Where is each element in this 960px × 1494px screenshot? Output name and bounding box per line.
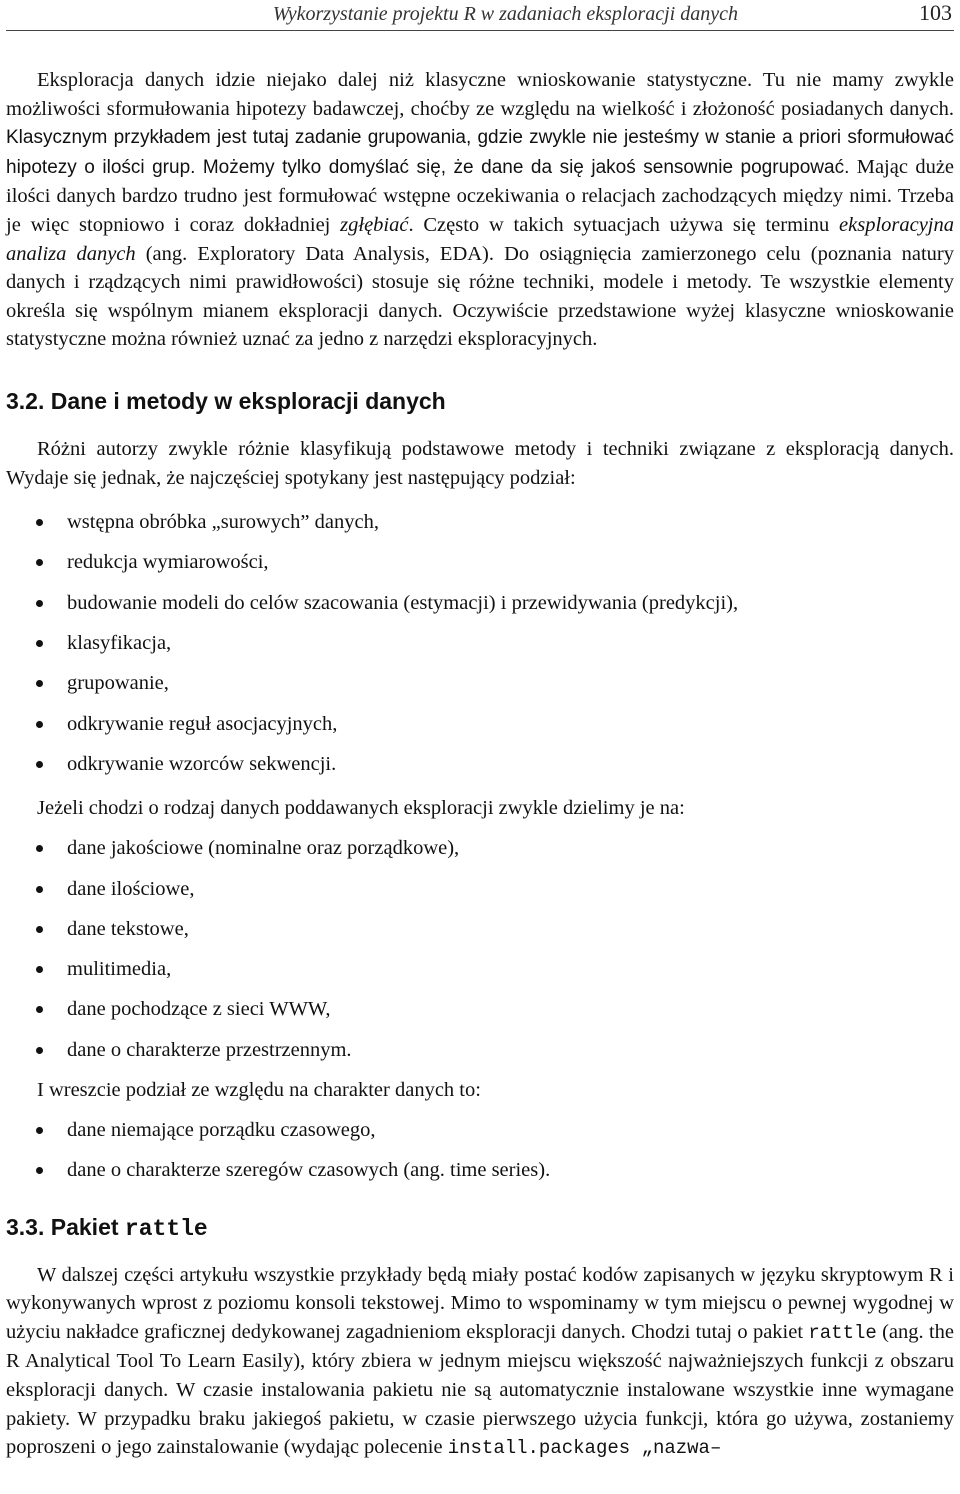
page-number: 103 xyxy=(919,0,952,25)
method-item xyxy=(6,663,954,703)
rattle-text-d: ), który zbiera w jednym miejscu większość najważniejszych funkcji z obszaru eksploracji danych. W czasie instalowania pakietu nie są automatycznie instalowane wszystkie inne wymagane pakiety. W przypadku braku jakiegoś pakietu, w czasie pierwszego użycia funkcji, która go używa, zostaniemy poproszeni o jego zainstalowanie (wydając polecenie xyxy=(6,1350,954,1459)
data-type-item xyxy=(6,949,954,989)
data-type-item xyxy=(6,869,954,909)
bullet-icon xyxy=(36,519,43,526)
list-item-text: wstępna obróbka „surowych” danych, xyxy=(67,511,379,534)
bullet-icon xyxy=(36,721,43,728)
method-item xyxy=(6,502,954,542)
rattle-code: rattle xyxy=(808,1321,877,1344)
time-intro: I wreszcie podział ze względu na charakter danych to: xyxy=(37,1078,481,1101)
method-item xyxy=(6,744,954,784)
bullet-icon xyxy=(36,886,43,893)
bullet-icon xyxy=(36,926,43,933)
data-type-item xyxy=(6,1030,954,1070)
list-item-text: redukcja wymiarowości, xyxy=(67,551,269,574)
intro-text-e: Trzeba je więc stopniowo i coraz dokładniej xyxy=(6,185,954,236)
intro-text-i: Do osiągnięcia zamierzonego celu (poznania natury danych i rządzących nimi prawidłowości) stosuje się różne techniki, modele i metody. Te wszystkie elementy określa się wspólnym mianem eksploracji danych. Oczywiście przedstawione wyżej klasyczne wnioskowanie statystyczne można również uznać za jedno z narzędzi eksploracyjnych. xyxy=(6,242,955,351)
section-3-3-prefix: 3.3. Pakiet xyxy=(6,1213,119,1240)
method-item xyxy=(6,583,954,623)
running-header xyxy=(0,0,960,34)
bullet-icon xyxy=(36,845,43,852)
bullet-icon xyxy=(36,1006,43,1013)
bullet-icon xyxy=(36,1127,43,1134)
intro-text-h: Exploratory Data Analysis, EDA). xyxy=(197,242,495,265)
section-title-3-2: 3.2. Dane i metody w eksploracji danych xyxy=(6,387,446,414)
bullet-icon xyxy=(36,600,43,607)
bullet-icon xyxy=(36,640,43,647)
methods-list xyxy=(6,502,954,784)
intro-text-f-italic: eksploracyjna analiza danych xyxy=(6,213,955,265)
data-type-item xyxy=(6,989,954,1029)
rattle-text-a: W dalszej części artykułu wszystkie przykłady będą miały postać kodów zapisanych w języku skryptowym R i wykonywanych wprost z poziomu konsoli tekstowej. Mimo to wspominamy w tym miejscu o pewnej wygodnej w użyciu nakładce graficznej dedykowanej zagadnieniom eksploracji danych. Chodzi tutaj o pakiet xyxy=(6,1263,954,1343)
intro-paragraph xyxy=(6,66,954,354)
intro-text-f: . Często w takich sytuacjach używa się terminu xyxy=(408,213,830,236)
list-item-text: dane tekstowe, xyxy=(67,917,189,940)
intro-text-c: Możemy tylko domyślać się, że dane da się jakoś sensownie pogrupować. xyxy=(202,156,850,178)
list-item-text: dane o charakterze przestrzennym. xyxy=(67,1038,352,1061)
time-types-list xyxy=(6,1110,954,1191)
bullet-icon xyxy=(36,1047,43,1054)
list-item-text: dane ilościowe, xyxy=(67,877,195,900)
list-item-text: odkrywanie wzorców sekwencji. xyxy=(67,752,337,775)
method-item xyxy=(6,623,954,663)
section-3-3-code: rattle xyxy=(124,1215,208,1242)
header-rule xyxy=(6,30,954,31)
time-type-item xyxy=(6,1110,954,1150)
list-item-text: dane niemające porządku czasowego, xyxy=(67,1118,376,1141)
running-title: Wykorzystanie projektu R w zadaniach eksploracji danych xyxy=(272,3,738,25)
rattle-acronym: R Analytical Tool To Learn Easily xyxy=(6,1350,294,1373)
section-3-2-intro: Różni autorzy zwykle różnie klasyfikują podstawowe metody i techniki związane z eksploracją danych. Wydaje się jednak, że najczęściej spotykany jest następujący podział: xyxy=(6,437,954,489)
list-item-text: budowanie modeli do celów szacowania (estymacji) i przewidywania (predykcji), xyxy=(67,591,739,614)
intro-text-b: Klasycznym przykładem jest tutaj zadanie grupowania, gdzie zwykle nie jesteśmy w stanie a priori sformułować hipotezy o ilości grup. xyxy=(6,127,954,178)
data-type-item xyxy=(6,909,954,949)
install-packages-code: install.packages „nazwa– xyxy=(447,1437,722,1460)
data-types-list xyxy=(6,828,954,1070)
list-item-text: dane pochodzące z sieci WWW, xyxy=(67,998,331,1021)
data-types-intro: Jeżeli chodzi o rodzaj danych poddawanych eksploracji zwykle dzielimy je na: xyxy=(37,797,685,820)
section-3-3-paragraph xyxy=(6,1261,954,1463)
intro-text-g: (ang. xyxy=(145,242,188,265)
method-item xyxy=(6,704,954,744)
bullet-icon xyxy=(36,680,43,687)
intro-text-d: Mając duże ilości danych bardzo trudno jest formułować wstępne oczekiwania o relacjach zachodzących między nimi. xyxy=(6,155,955,208)
list-item-text: mulitimedia, xyxy=(67,958,172,981)
bullet-icon xyxy=(36,559,43,566)
data-type-item xyxy=(6,828,954,868)
section-title-3-3 xyxy=(6,1213,954,1243)
list-item-text: dane o charakterze szeregów czasowych (ang. time series). xyxy=(67,1159,551,1182)
main-content xyxy=(6,66,954,1463)
list-item-text: klasyfikacja, xyxy=(67,632,172,655)
bullet-icon xyxy=(36,761,43,768)
intro-text-e-italic: zgłębiać xyxy=(340,213,409,236)
bullet-icon xyxy=(36,1167,43,1174)
method-item xyxy=(6,542,954,582)
list-item-text: grupowanie, xyxy=(67,672,169,695)
time-type-item xyxy=(6,1150,954,1190)
rattle-text-b: (ang. the xyxy=(882,1320,954,1343)
intro-text-a: Eksploracja danych idzie niejako dalej niż klasyczne wnioskowanie statystyczne. Tu nie mamy zwykle możliwości sformułowania hipotezy badawczej, choćby ze względu na wielkość i złożoność posiadanych danych. xyxy=(6,69,954,120)
list-item-text: dane jakościowe (nominalne oraz porządkowe), xyxy=(67,837,460,860)
list-item-text: odkrywanie reguł asocjacyjnych, xyxy=(67,712,338,735)
bullet-icon xyxy=(36,966,43,973)
